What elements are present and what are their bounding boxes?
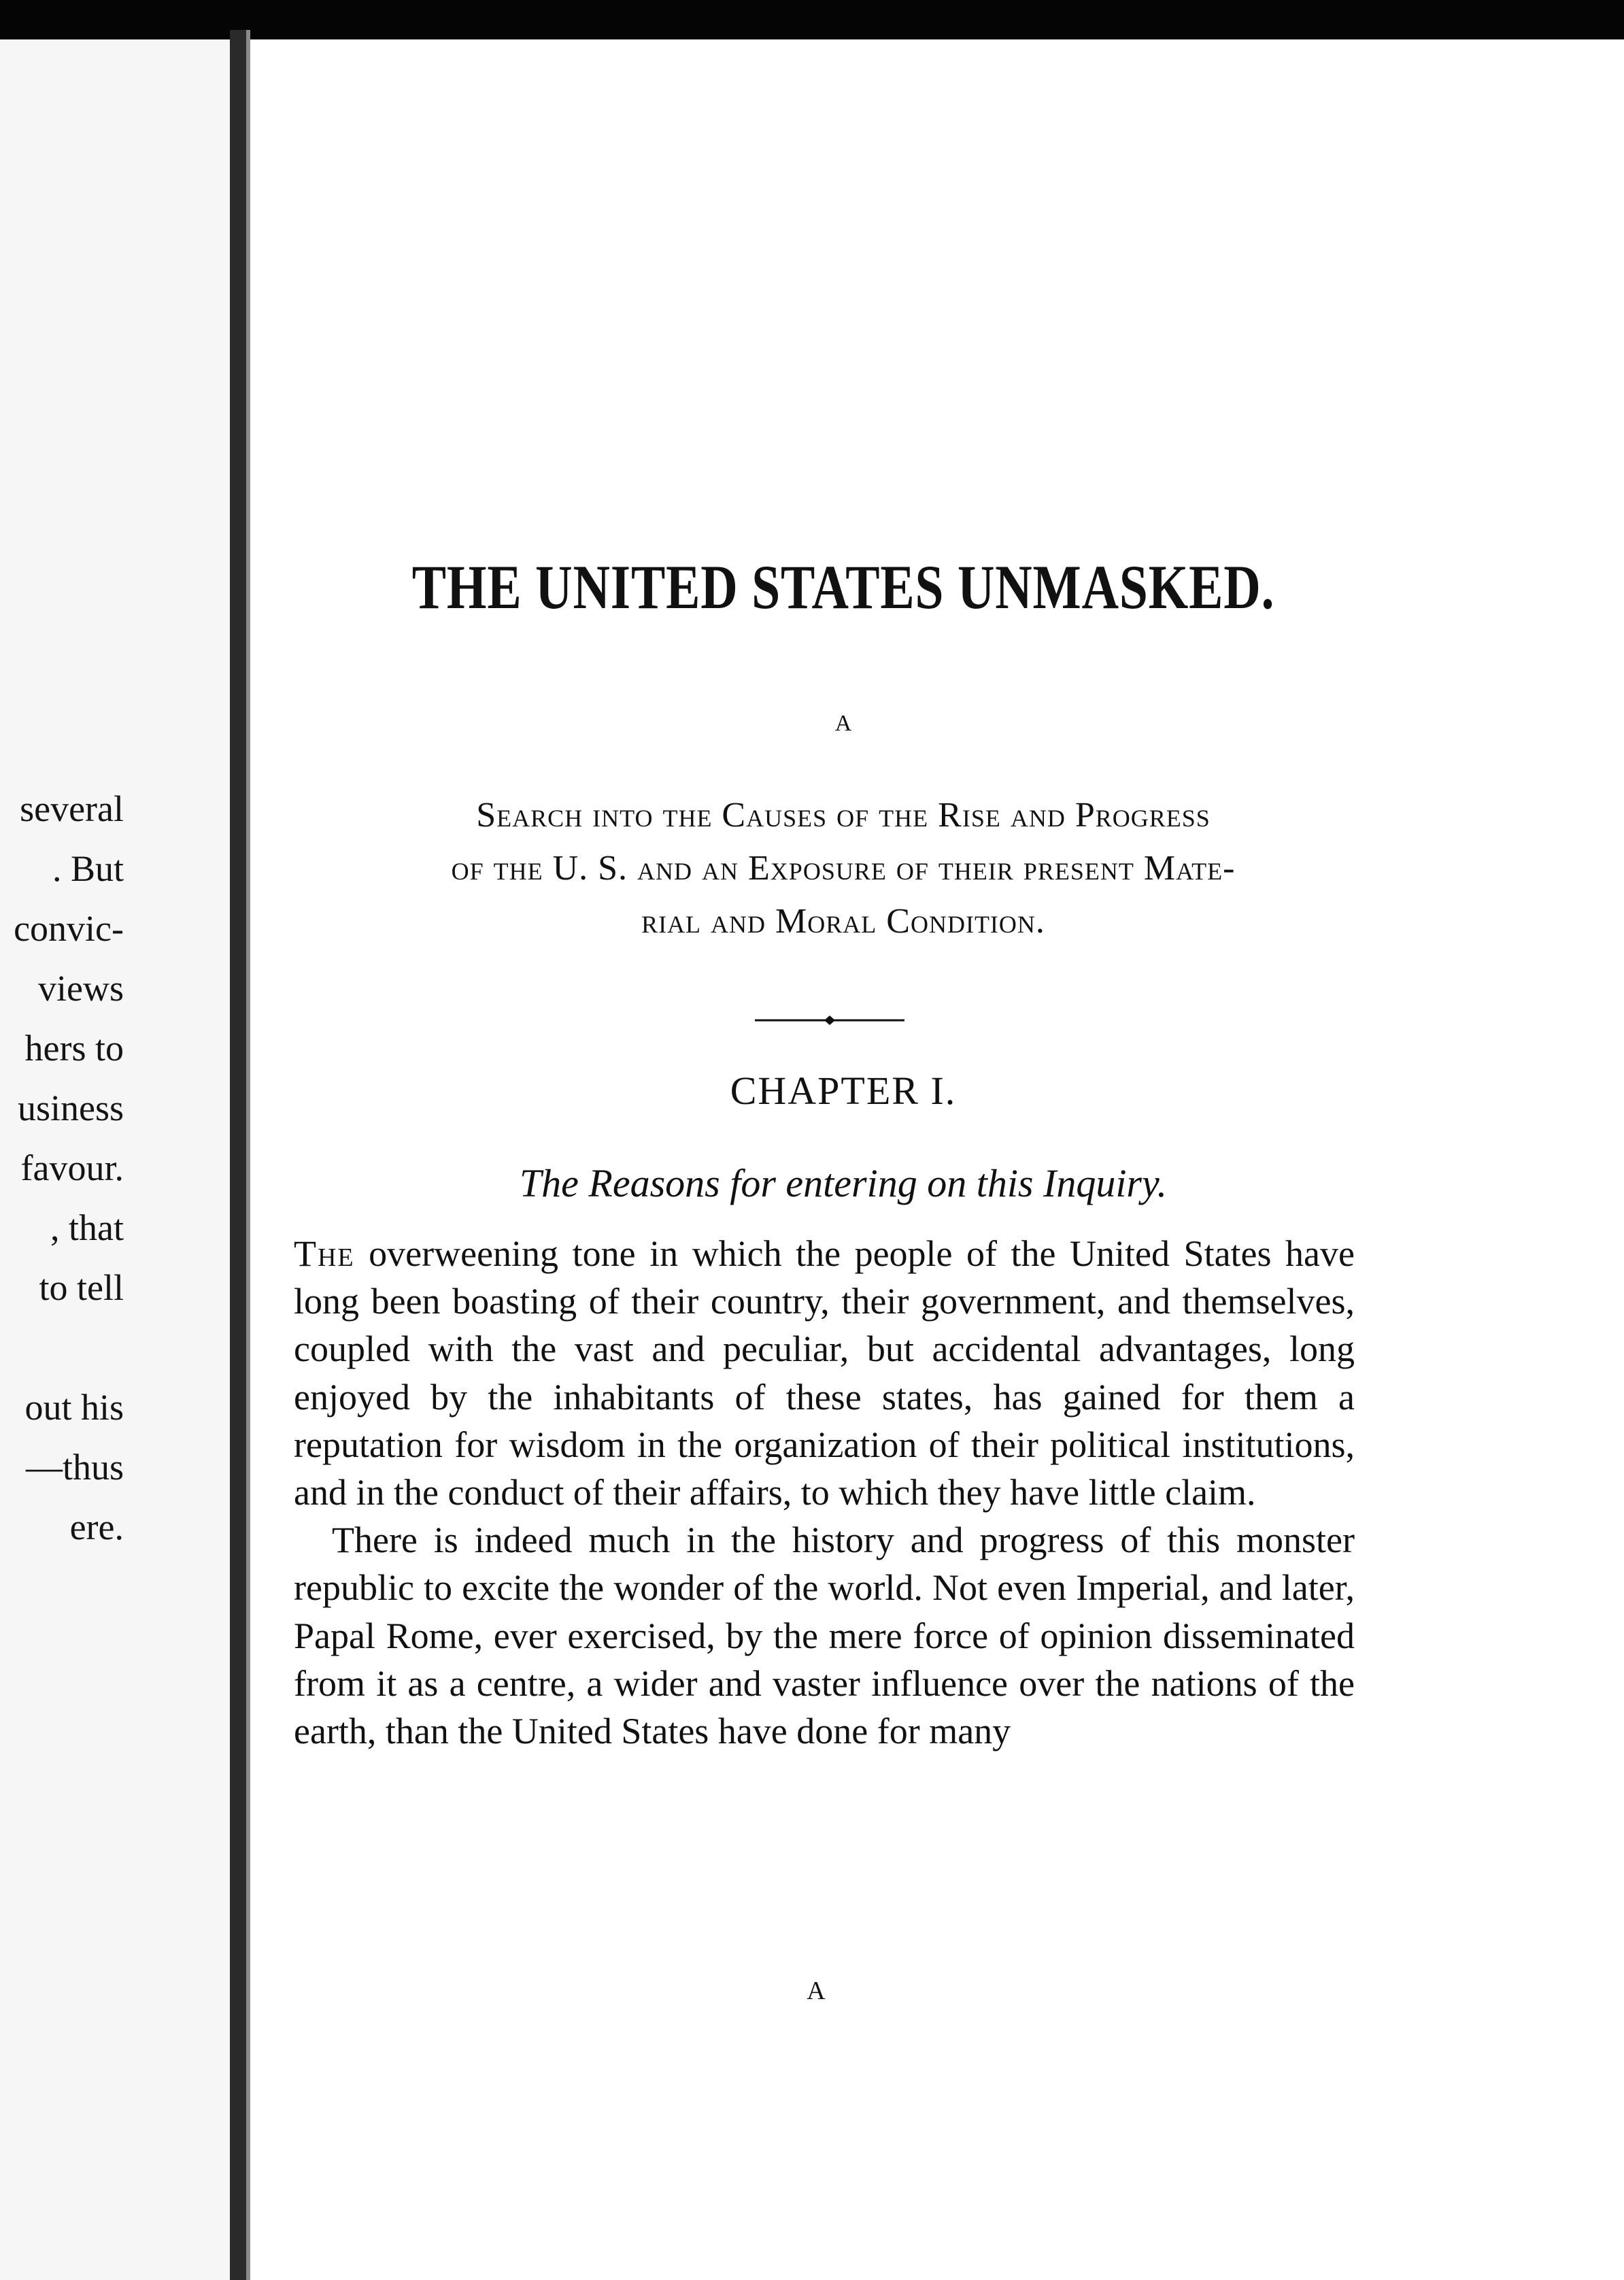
- chapter-subtitle: The Reasons for entering on this Inquiry.: [519, 1161, 1168, 1205]
- left-text-line: —thus: [25, 1447, 124, 1488]
- right-page: [250, 39, 1624, 2280]
- left-text-line: , that: [50, 1207, 124, 1248]
- body-text: [294, 1230, 1355, 1755]
- left-text-line: to tell: [39, 1267, 124, 1308]
- book-gutter: [230, 30, 246, 2280]
- title-article: A: [834, 711, 852, 736]
- left-text-line: several: [20, 788, 124, 829]
- left-text-line: convic-: [14, 908, 124, 949]
- divider-ornament-icon: [755, 1013, 904, 1027]
- paragraph-text: There is indeed much in the history and progress of this monster republic to excite the wonder of the world. Not even Imperial, and later, Papal Rome, ever exercised, by the mere force of opinion disseminated from it as a centre, a wider and vaster influence over the nations of the earth, than the United States have done for many: [294, 1520, 1355, 1752]
- left-text-line: usiness: [17, 1088, 124, 1128]
- paragraph-text: overweening tone in which the people of the United States have long been boasting of their country, their government, and themselves, coupled with the vast and peculiar, but accidental advantages, long enjoyed by the inhabitants of these states, has gained for them a reputation for wisdom in the organization of their political institutions, and in the conduct of their affairs, to which they have little claim.: [294, 1233, 1355, 1513]
- subtitle-line: of the U. S. and an Exposure of their present Mate-: [451, 849, 1236, 888]
- paragraph-lead-word: The: [294, 1233, 355, 1274]
- subtitle-line: rial and Moral Condition.: [641, 902, 1045, 941]
- left-text-line: views: [38, 968, 124, 1009]
- left-text-line: . But: [52, 848, 124, 889]
- paragraph: [294, 1516, 1355, 1755]
- subtitle-line: Search into the Causes of the Rise and Progress: [476, 796, 1211, 835]
- left-text-line: favour.: [20, 1147, 124, 1188]
- chapter-heading: CHAPTER I.: [730, 1069, 957, 1113]
- left-text-line: hers to: [24, 1028, 124, 1069]
- left-page-fragment: [0, 39, 230, 2280]
- page-title: THE UNITED STATES UNMASKED.: [411, 552, 1275, 622]
- paragraph: [294, 1230, 1355, 1516]
- subtitle: [292, 789, 1394, 948]
- left-text-line: out his: [24, 1387, 124, 1428]
- left-text-line: ere.: [69, 1507, 124, 1547]
- signature-mark: A: [807, 1977, 826, 2005]
